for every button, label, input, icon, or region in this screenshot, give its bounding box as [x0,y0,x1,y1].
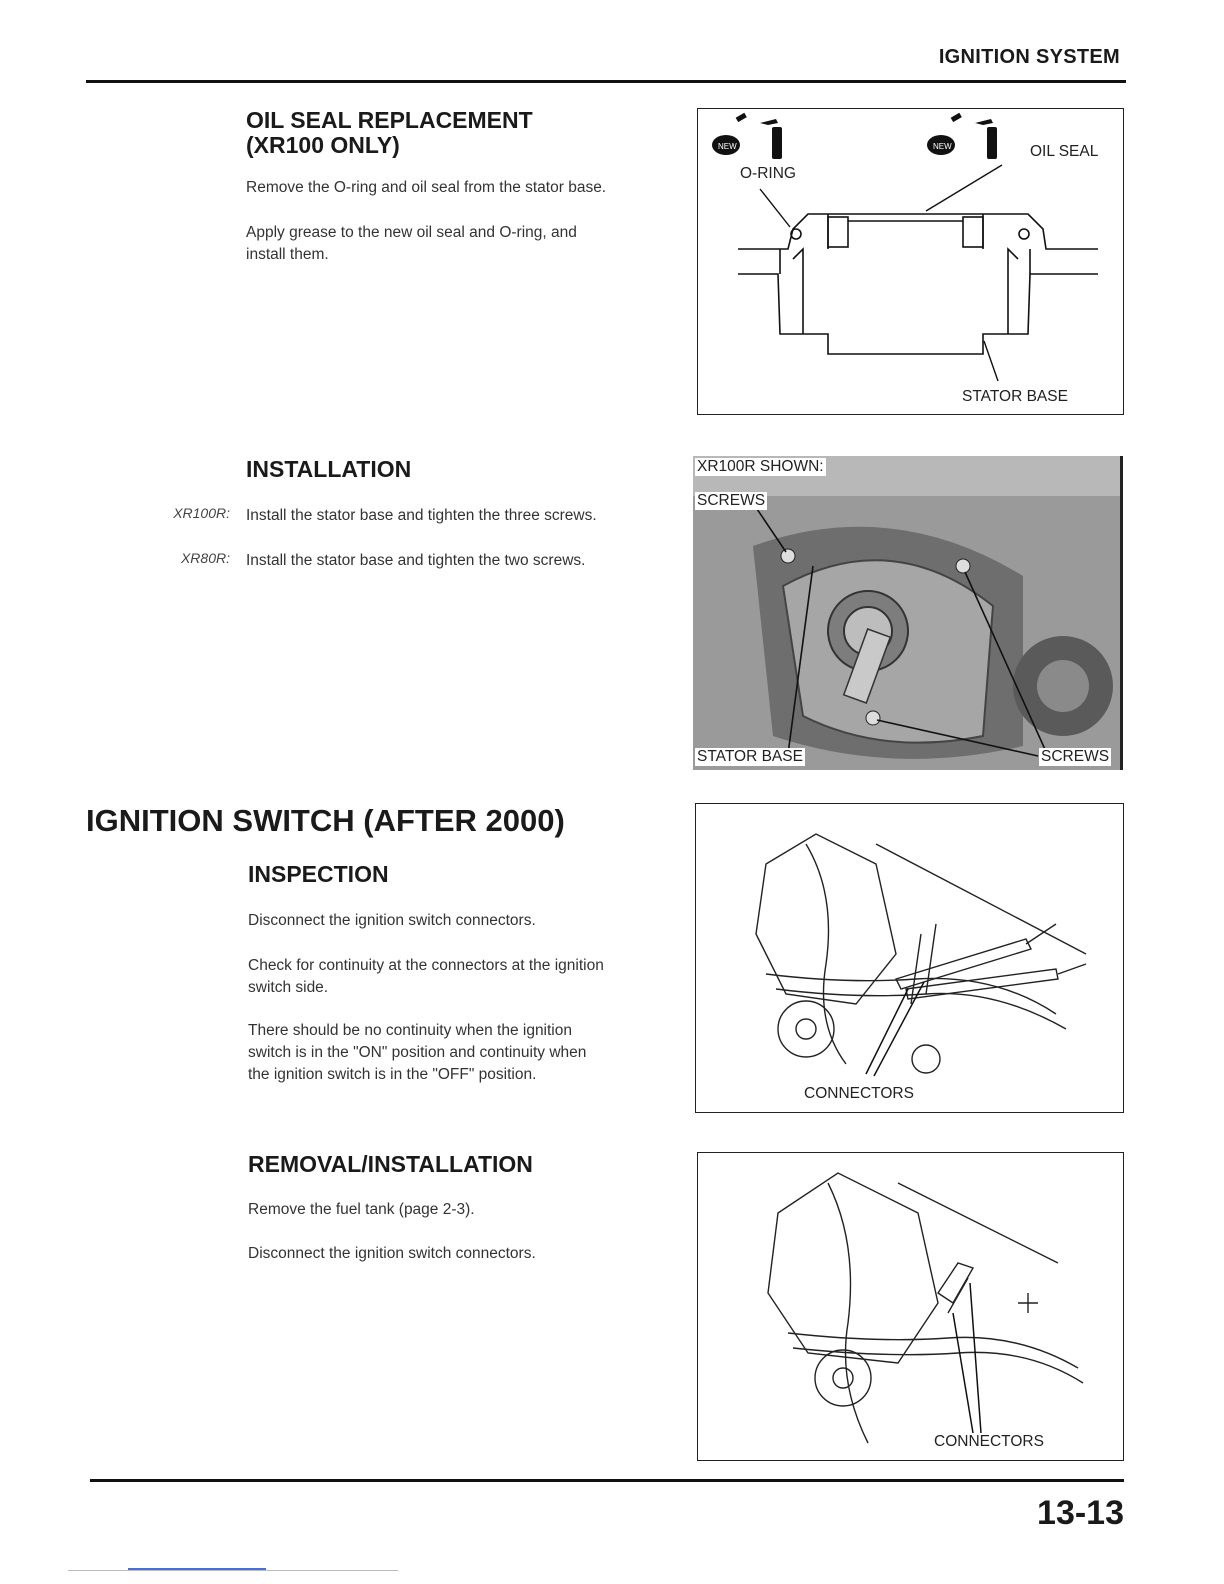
installation-title: INSTALLATION [246,456,412,482]
oil-seal-title-line1: OIL SEAL REPLACEMENT [246,107,533,133]
screws-label-top: SCREWS [697,492,766,509]
installation-step-xr100r: Install the stator base and tighten the three screws. [246,507,597,524]
removal-title: REMOVAL/INSTALLATION [248,1151,533,1177]
oil-seal-title-line2: (XR100 ONLY) [246,132,400,158]
new-badge-right: NEW [933,142,952,151]
inspection-connectors-drawing [696,804,1125,1114]
installation-step-xr80r: Install the stator base and tighten the two screws. [246,552,586,569]
footer-link-underline [128,1568,266,1570]
stator-photo [693,456,1123,770]
callout-leaders [760,165,1002,381]
inspection-step-2-line1: Check for continuity at the connectors at the ignition [248,957,604,974]
oil-seal-step-2-line1: Apply grease to the new oil seal and O-ring, and [246,224,577,241]
removal-step-1: Remove the fuel tank (page 2-3). [248,1201,475,1218]
inspection-step-1: Disconnect the ignition switch connectors. [248,912,536,929]
oil-seal-figure [697,108,1124,415]
removal-connectors-label: CONNECTORS [934,1433,1044,1450]
oil-seal-step-1: Remove the O-ring and oil seal from the stator base. [246,179,607,196]
oil-seal-step-2-line2: install them. [246,246,329,263]
new-part-icon-left [712,113,782,159]
inspection-figure [695,803,1124,1113]
new-part-icon-right [927,113,997,159]
section-header: IGNITION SYSTEM [938,46,1120,68]
header-rule [86,80,1126,83]
screws-label-bottom: SCREWS [1041,748,1110,765]
inspection-title: INSPECTION [248,861,389,887]
inspection-step-3-line3: the ignition switch is in the "OFF" position. [248,1066,537,1083]
oil-seal-title [246,108,533,158]
o-ring-label: O-RING [740,165,796,182]
removal-connectors-drawing [698,1153,1125,1462]
removal-step-2: Disconnect the ignition switch connectors. [248,1245,536,1262]
photo-caption: XR100R SHOWN: [697,458,824,475]
removal-figure [697,1152,1124,1461]
stator-base-photo-label: STATOR BASE [697,748,803,765]
oil-seal-step-2 [246,222,577,266]
page-number: 13-13 [1037,1494,1124,1532]
inspection-step-3-line2: switch is in the "ON" position and continuity when [248,1044,587,1061]
model-label-xr100r: XR100R: [173,505,230,521]
ignition-switch-title: IGNITION SWITCH (AFTER 2000) [86,803,565,838]
new-badge-left: NEW [718,142,737,151]
footer-thin-line [68,1570,398,1571]
footer-rule [90,1479,1124,1482]
inspection-step-2 [248,955,604,999]
inspection-step-3-line1: There should be no continuity when the ignition [248,1022,572,1039]
inspection-step-3 [248,1020,586,1086]
inspection-connectors-label: CONNECTORS [804,1085,914,1102]
model-label-xr80r: XR80R: [180,550,230,566]
stator-base-outline [738,214,1098,354]
inspection-step-2-line2: switch side. [248,979,329,996]
stator-base-label: STATOR BASE [962,388,1068,405]
oil-seal-label: OIL SEAL [1030,143,1099,160]
